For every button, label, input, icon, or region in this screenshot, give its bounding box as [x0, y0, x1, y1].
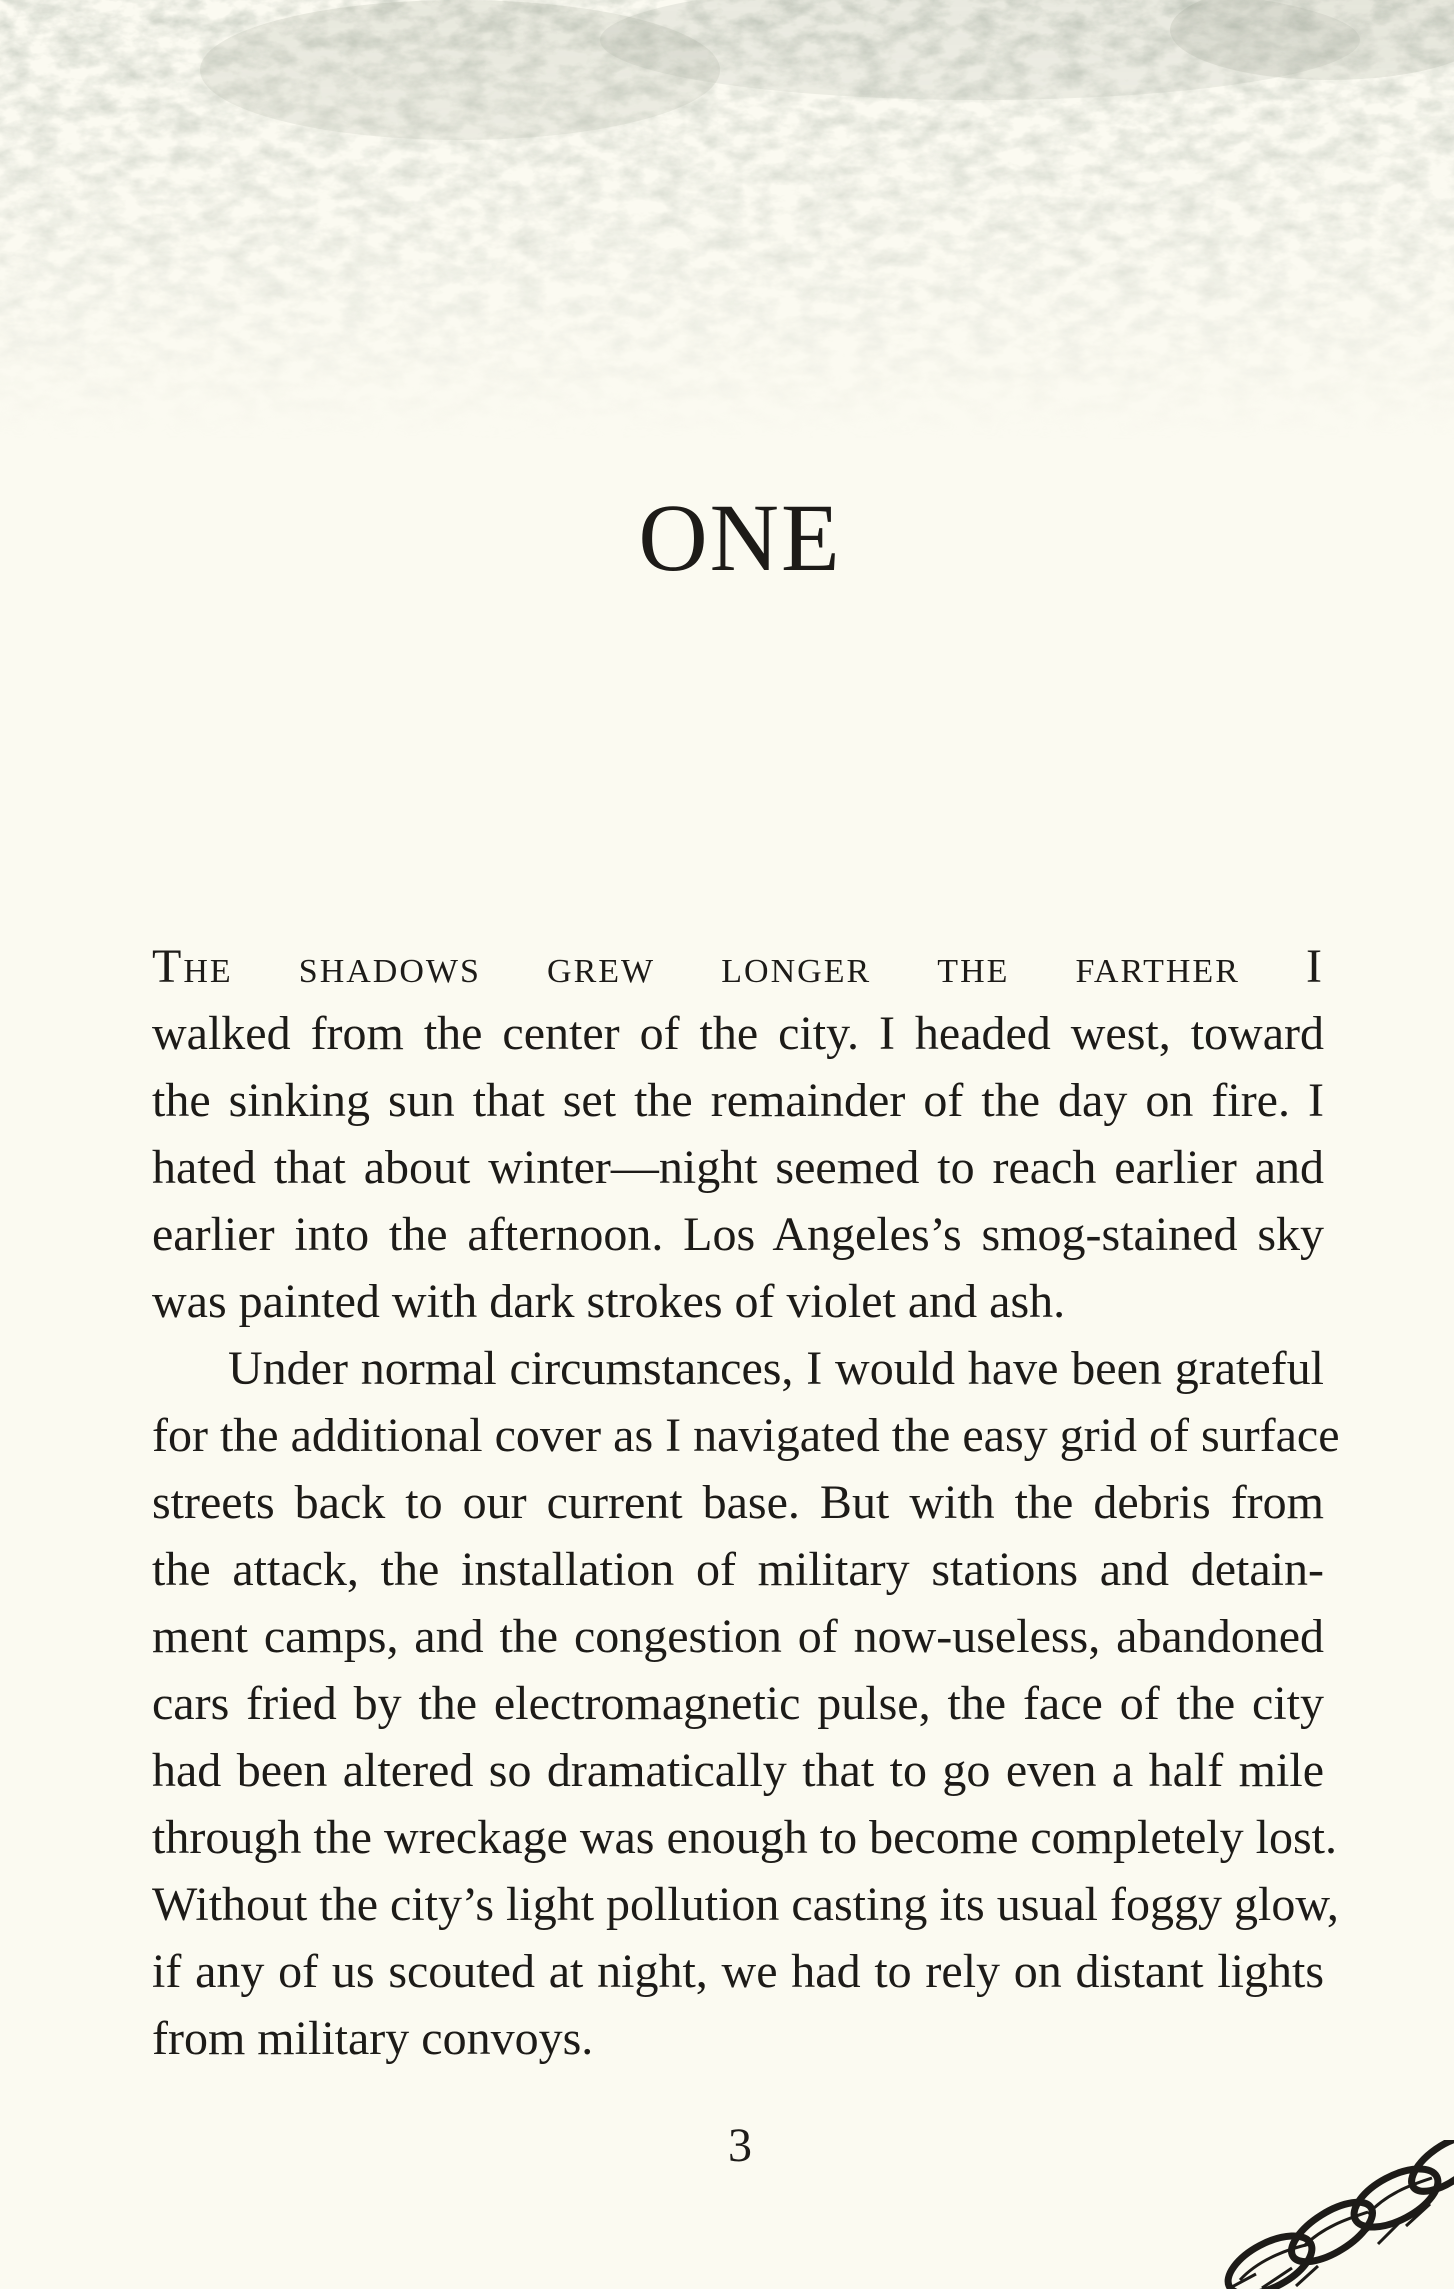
text-line: earlier into the afternoon. Los Angeles’s smog-stained sky — [152, 1208, 1324, 1261]
page-number: 3 — [728, 2119, 752, 2172]
chapter-title: ONE — [638, 484, 842, 591]
text-line: the attack, the installation of military stations and detain- — [152, 1543, 1324, 1596]
text-line: hated that about winter—night seemed to reach earlier and — [152, 1141, 1324, 1194]
text-line: Without the city’s light pollution casting its usual foggy glow, — [152, 1878, 1339, 1931]
text-line: streets back to our current base. But with the debris from — [152, 1476, 1324, 1529]
text-line: ment camps, and the congestion of now-useless, abandoned — [152, 1610, 1324, 1663]
text-line: the sinking sun that set the remainder of the day on fire. I — [152, 1074, 1324, 1127]
paragraph-start-line: Under normal circumstances, I would have been grateful — [228, 1342, 1324, 1395]
opening-line: The shadows grew longer the farther I — [152, 940, 1324, 993]
chapter-body — [152, 933, 1340, 2072]
text-line: had been altered so dramatically that to go even a half mile — [152, 1744, 1324, 1797]
text-line: from military convoys. — [152, 2012, 594, 2065]
smoke-texture-illustration — [0, 0, 1454, 440]
text-line: through the wreckage was enough to become completely lost. — [152, 1811, 1337, 1864]
text-line: walked from the center of the city. I headed west, toward — [152, 1007, 1324, 1060]
chain-illustration — [1200, 2140, 1454, 2289]
text-line: for the additional cover as I navigated the easy grid of surface — [152, 1409, 1340, 1462]
text-line: cars fried by the electromagnetic pulse, the face of the city — [152, 1677, 1324, 1730]
text-line: if any of us scouted at night, we had to rely on distant lights — [152, 1945, 1324, 1998]
text-line: was painted with dark strokes of violet and ash. — [152, 1275, 1066, 1328]
